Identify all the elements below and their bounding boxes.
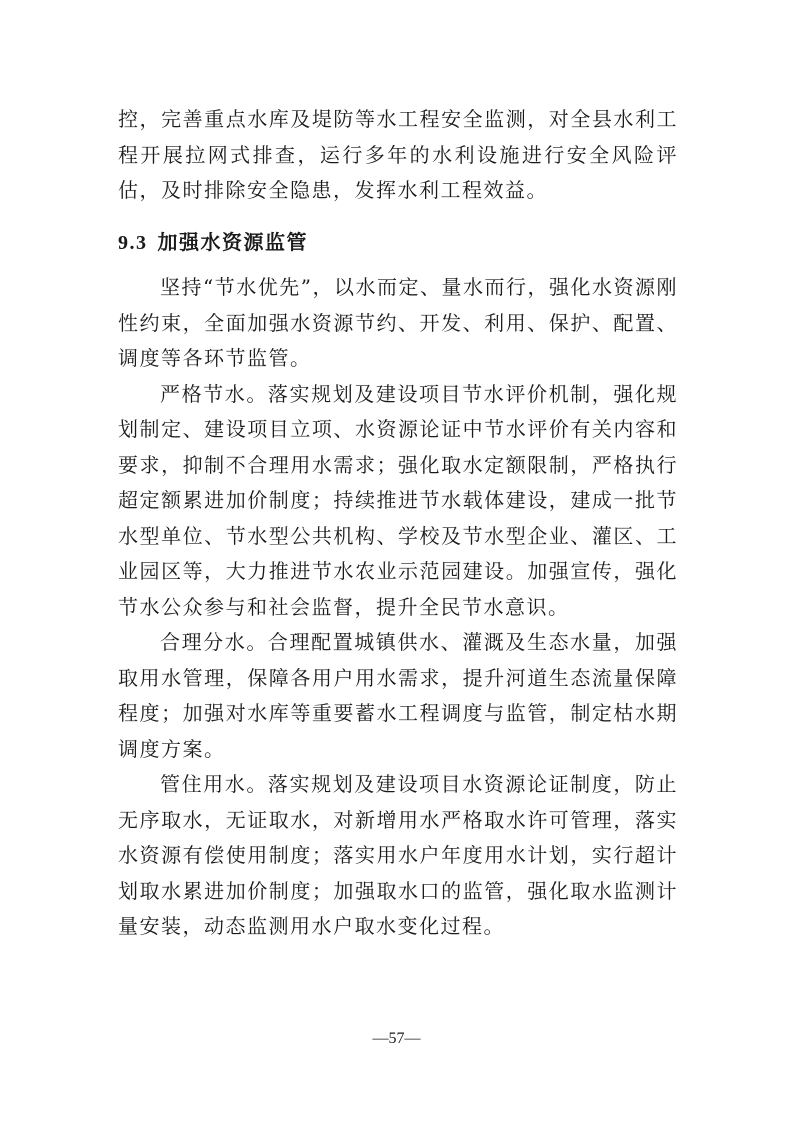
section-body [118, 270, 678, 945]
section-number: 9.3 [118, 232, 148, 254]
body-paragraph-rational-allocation: 合理分水。合理配置城镇供水、灌溉及生态水量，加强取用水管理，保障各用户用水需求，提升河道生态流量保障程度；加强对水库等重要蓄水工程调度与监管，制定枯水期调度方案。 [118, 630, 678, 761]
body-paragraph-manage-usage: 管住用水。落实规划及建设项目水资源论证制度，防止无序取水，无证取水，对新增用水严格取水许可管理，落实水资源有偿使用制度；落实用水户年度用水计划，实行超计划取水累进加价制度；加强取水口的监管，强化取水监测计量安装，动态监测用水户取水变化过程。 [118, 772, 678, 938]
page-number: —57— [372, 1030, 421, 1047]
body-paragraph-intro: 坚持“节水优先”，以水而定、量水而行，强化水资源刚性约束，全面加强水资源节约、开发、利用、保护、配置、调度等各环节监管。 [118, 275, 678, 370]
continuation-block [118, 102, 678, 209]
section-heading [118, 226, 308, 255]
body-paragraph-strict-saving: 严格节水。落实规划及建设项目节水评价机制，强化规划制定、建设项目立项、水资源论证中节水评价有关内容和要求，抑制不合理用水需求；强化取水定额限制，严格执行超定额累进加价制度；持续推进节水载体建设，建成一批节水型单位、节水型公共机构、学校及节水型企业、灌区、工业园区等，大力推进节水农业示范园建设。加强宣传，强化节水公众参与和社会监督，提升全民节水意识。 [118, 381, 678, 619]
section-title: 加强水资源监管 [157, 230, 308, 254]
continuation-paragraph: 控，完善重点水库及堤防等水工程安全监测，对全县水利工程开展拉网式排查，运行多年的水利设施进行安全风险评估，及时排除安全隐患，发挥水利工程效益。 [118, 107, 678, 202]
